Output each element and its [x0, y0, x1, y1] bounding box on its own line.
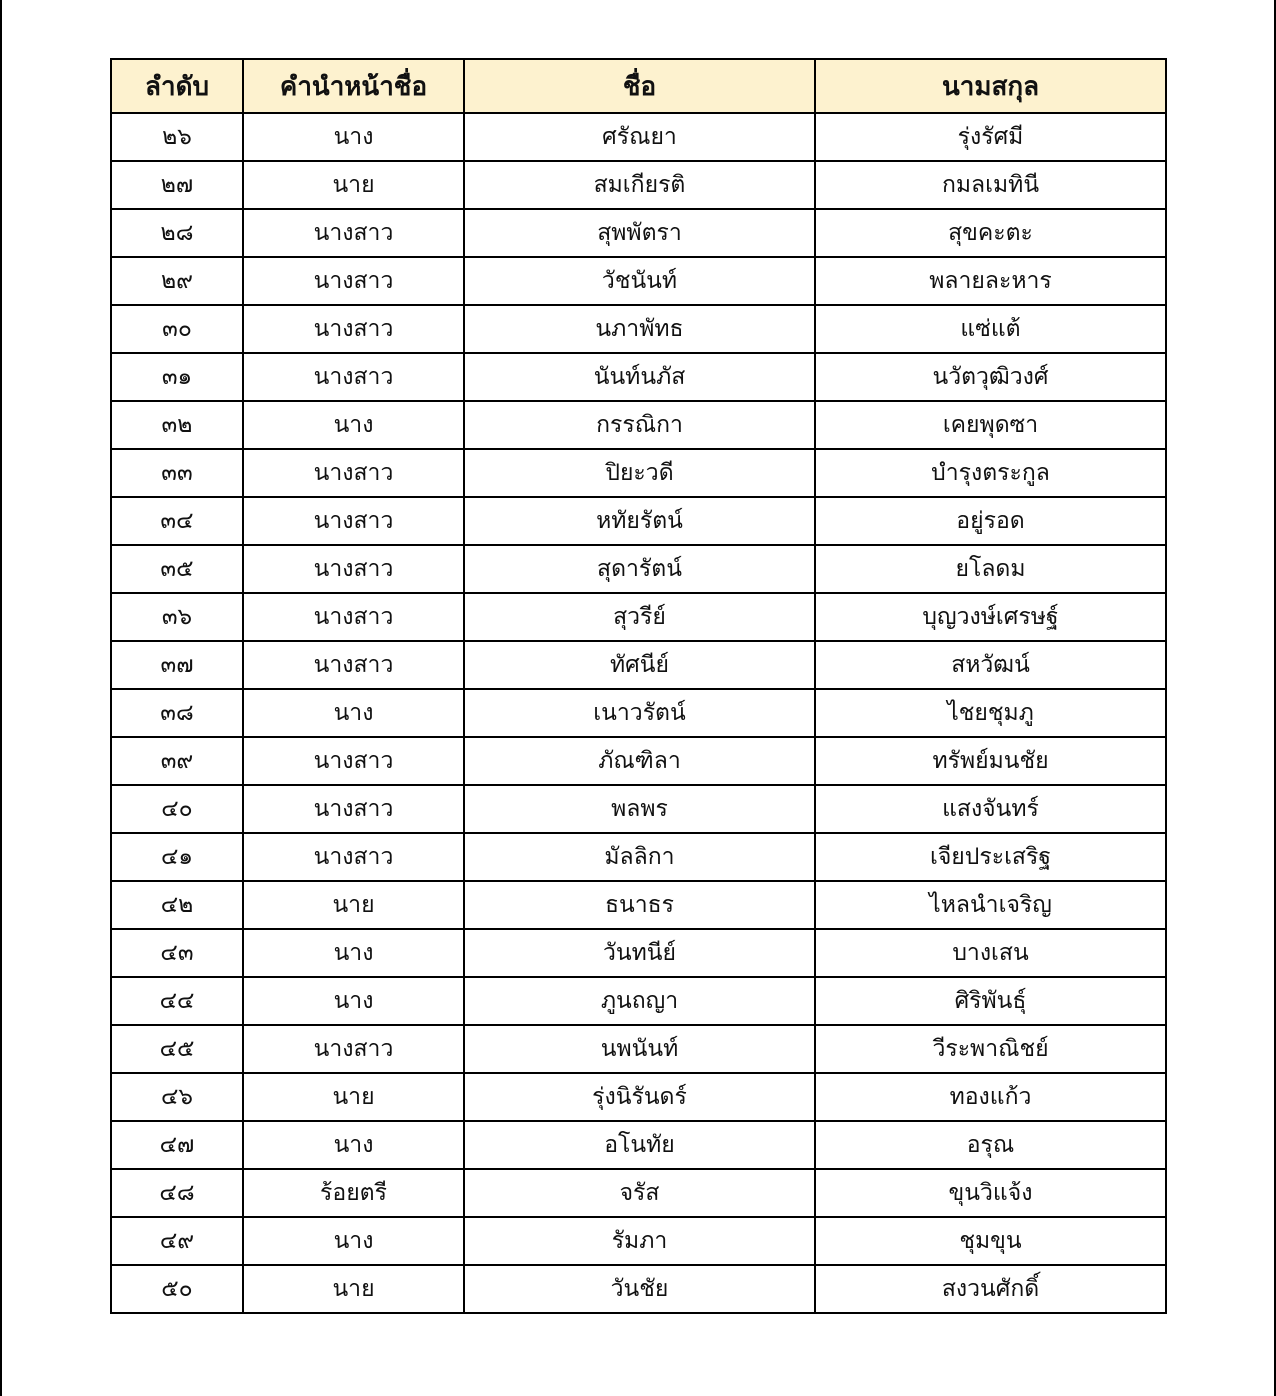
cell-first-name: หทัยรัตน์: [464, 497, 815, 545]
cell-last-name: สุขคะตะ: [815, 209, 1166, 257]
cell-title-prefix: นาง: [243, 1217, 464, 1265]
cell-last-name: ไหลนำเจริญ: [815, 881, 1166, 929]
cell-order-number: ๓๙: [111, 737, 243, 785]
cell-title-prefix: นางสาว: [243, 449, 464, 497]
cell-title-prefix: นาย: [243, 881, 464, 929]
cell-order-number: ๓๖: [111, 593, 243, 641]
cell-first-name: วันชัย: [464, 1265, 815, 1313]
cell-title-prefix: นางสาว: [243, 593, 464, 641]
cell-first-name: สมเกียรติ: [464, 161, 815, 209]
header-title-prefix: คำนำหน้าชื่อ: [243, 59, 464, 113]
cell-order-number: ๓๐: [111, 305, 243, 353]
table-row: [111, 641, 1166, 689]
cell-title-prefix: นางสาว: [243, 545, 464, 593]
table-row: [111, 209, 1166, 257]
cell-last-name: บำรุงตระกูล: [815, 449, 1166, 497]
table-row: [111, 977, 1166, 1025]
cell-order-number: ๕๐: [111, 1265, 243, 1313]
cell-order-number: ๔๗: [111, 1121, 243, 1169]
cell-first-name: ธนาธร: [464, 881, 815, 929]
cell-title-prefix: นาง: [243, 929, 464, 977]
cell-last-name: ชุมขุน: [815, 1217, 1166, 1265]
cell-order-number: ๔๖: [111, 1073, 243, 1121]
table-row: [111, 305, 1166, 353]
table-row: [111, 1073, 1166, 1121]
cell-first-name: พลพร: [464, 785, 815, 833]
cell-first-name: เนาวรัตน์: [464, 689, 815, 737]
cell-order-number: ๓๔: [111, 497, 243, 545]
page-edge-left: [0, 0, 2, 1396]
cell-last-name: สงวนศักดิ์: [815, 1265, 1166, 1313]
table-row: [111, 689, 1166, 737]
cell-last-name: แสงจันทร์: [815, 785, 1166, 833]
table-row: [111, 113, 1166, 161]
cell-last-name: ไชยชุมภู: [815, 689, 1166, 737]
table-row: [111, 1217, 1166, 1265]
cell-last-name: ศิริพันธุ์: [815, 977, 1166, 1025]
cell-last-name: บุญวงษ์เศรษฐ์: [815, 593, 1166, 641]
header-first-name: ชื่อ: [464, 59, 815, 113]
cell-order-number: ๔๒: [111, 881, 243, 929]
cell-first-name: รัมภา: [464, 1217, 815, 1265]
cell-last-name: อรุณ: [815, 1121, 1166, 1169]
cell-last-name: เคยพุดซา: [815, 401, 1166, 449]
cell-last-name: วีระพาณิชย์: [815, 1025, 1166, 1073]
cell-title-prefix: นาย: [243, 1073, 464, 1121]
cell-first-name: วันทนีย์: [464, 929, 815, 977]
table-row: [111, 545, 1166, 593]
cell-last-name: เจียประเสริฐ: [815, 833, 1166, 881]
cell-first-name: สุพพัตรา: [464, 209, 815, 257]
table-row: [111, 401, 1166, 449]
cell-last-name: บางเสน: [815, 929, 1166, 977]
cell-order-number: ๔๓: [111, 929, 243, 977]
cell-title-prefix: นางสาว: [243, 209, 464, 257]
table-body: [111, 113, 1166, 1313]
table-row: [111, 929, 1166, 977]
cell-first-name: ภัณฑิลา: [464, 737, 815, 785]
cell-title-prefix: นาย: [243, 161, 464, 209]
cell-first-name: จรัส: [464, 1169, 815, 1217]
table-header: [111, 59, 1166, 113]
cell-title-prefix: นางสาว: [243, 353, 464, 401]
cell-last-name: พลายละหาร: [815, 257, 1166, 305]
cell-order-number: ๓๑: [111, 353, 243, 401]
cell-title-prefix: นาง: [243, 689, 464, 737]
cell-order-number: ๒๖: [111, 113, 243, 161]
cell-last-name: สหวัฒน์: [815, 641, 1166, 689]
cell-first-name: นพนันท์: [464, 1025, 815, 1073]
cell-first-name: กรรณิกา: [464, 401, 815, 449]
cell-title-prefix: นาง: [243, 401, 464, 449]
cell-last-name: แซ่แต้: [815, 305, 1166, 353]
table-row: [111, 161, 1166, 209]
cell-title-prefix: ร้อยตรี: [243, 1169, 464, 1217]
cell-first-name: ปิยะวดี: [464, 449, 815, 497]
header-row: [111, 59, 1166, 113]
cell-order-number: ๓๗: [111, 641, 243, 689]
cell-order-number: ๓๓: [111, 449, 243, 497]
header-order-number: ลำดับ: [111, 59, 243, 113]
table-row: [111, 497, 1166, 545]
cell-first-name: อโนทัย: [464, 1121, 815, 1169]
cell-order-number: ๒๘: [111, 209, 243, 257]
cell-first-name: สุวรีย์: [464, 593, 815, 641]
table-row: [111, 737, 1166, 785]
cell-first-name: มัลลิกา: [464, 833, 815, 881]
cell-first-name: ทัศนีย์: [464, 641, 815, 689]
cell-order-number: ๒๙: [111, 257, 243, 305]
cell-first-name: วัชนันท์: [464, 257, 815, 305]
cell-first-name: นภาพัทธ: [464, 305, 815, 353]
cell-order-number: ๔๐: [111, 785, 243, 833]
cell-order-number: ๓๘: [111, 689, 243, 737]
table-row: [111, 257, 1166, 305]
cell-title-prefix: นางสาว: [243, 833, 464, 881]
header-last-name: นามสกุล: [815, 59, 1166, 113]
table-row: [111, 449, 1166, 497]
cell-first-name: รุ่งนิรันดร์: [464, 1073, 815, 1121]
cell-title-prefix: นางสาว: [243, 1025, 464, 1073]
cell-last-name: ยโลดม: [815, 545, 1166, 593]
cell-title-prefix: นางสาว: [243, 641, 464, 689]
name-list-table: [110, 58, 1167, 1314]
cell-order-number: ๔๙: [111, 1217, 243, 1265]
cell-order-number: ๓๒: [111, 401, 243, 449]
table-row: [111, 1025, 1166, 1073]
cell-last-name: นวัตวุฒิวงศ์: [815, 353, 1166, 401]
cell-title-prefix: นางสาว: [243, 305, 464, 353]
cell-title-prefix: นางสาว: [243, 785, 464, 833]
cell-first-name: นันท์นภัส: [464, 353, 815, 401]
cell-order-number: ๒๗: [111, 161, 243, 209]
cell-title-prefix: นาย: [243, 1265, 464, 1313]
table-row: [111, 593, 1166, 641]
cell-first-name: ภูนถญา: [464, 977, 815, 1025]
cell-last-name: รุ่งรัศมี: [815, 113, 1166, 161]
table-row: [111, 785, 1166, 833]
cell-title-prefix: นาง: [243, 113, 464, 161]
table-row: [111, 1121, 1166, 1169]
cell-order-number: ๔๔: [111, 977, 243, 1025]
cell-last-name: อยู่รอด: [815, 497, 1166, 545]
table-row: [111, 1169, 1166, 1217]
cell-title-prefix: นาง: [243, 1121, 464, 1169]
cell-title-prefix: นางสาว: [243, 737, 464, 785]
cell-last-name: กมลเมทินี: [815, 161, 1166, 209]
cell-title-prefix: นางสาว: [243, 497, 464, 545]
cell-title-prefix: นาง: [243, 977, 464, 1025]
cell-order-number: ๔๕: [111, 1025, 243, 1073]
table-row: [111, 1265, 1166, 1313]
cell-title-prefix: นางสาว: [243, 257, 464, 305]
table-row: [111, 353, 1166, 401]
cell-last-name: ขุนวิแจ้ง: [815, 1169, 1166, 1217]
cell-first-name: สุดารัตน์: [464, 545, 815, 593]
cell-last-name: ทรัพย์มนชัย: [815, 737, 1166, 785]
cell-order-number: ๓๕: [111, 545, 243, 593]
table-row: [111, 881, 1166, 929]
cell-order-number: ๔๑: [111, 833, 243, 881]
cell-first-name: ศรัณยา: [464, 113, 815, 161]
cell-last-name: ทองแก้ว: [815, 1073, 1166, 1121]
table-row: [111, 833, 1166, 881]
cell-order-number: ๔๘: [111, 1169, 243, 1217]
